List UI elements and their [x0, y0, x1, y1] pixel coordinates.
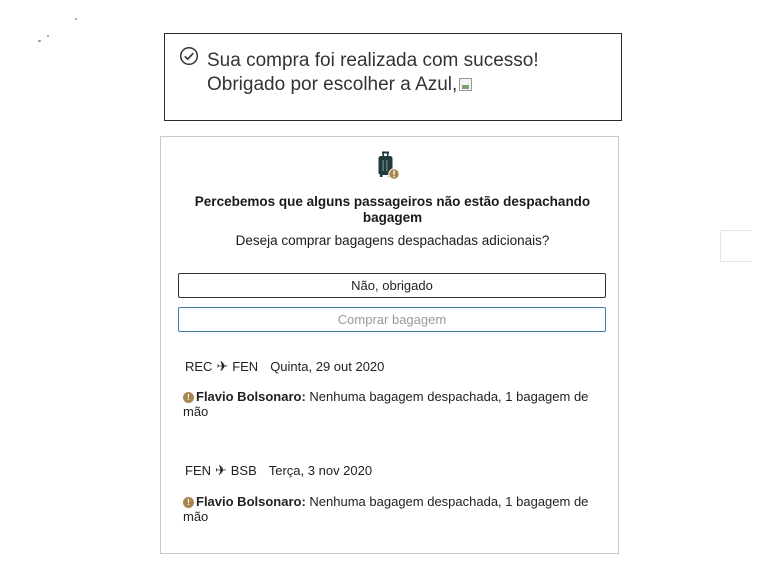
success-message-text: Sua compra foi realizada com sucesso! Obrigado por escolher a Azul,: [207, 50, 539, 95]
passenger-baggage-info: [183, 389, 603, 419]
check-circle-icon: [179, 46, 199, 66]
side-fragment: [720, 230, 752, 262]
baggage-question: Deseja comprar bagagens despachadas adicionais?: [235, 233, 550, 248]
broken-image-icon: [459, 78, 472, 91]
warning-icon: !: [183, 392, 194, 403]
success-banner: [164, 33, 622, 121]
scan-speck: [38, 40, 41, 42]
route-origin: REC: [185, 359, 213, 374]
flight-date: Terça, 3 nov 2020: [268, 463, 373, 478]
plane-icon: ✈: [216, 358, 229, 374]
flight-route: [185, 462, 372, 479]
route-origin: FEN: [185, 463, 211, 478]
flight-route: [185, 358, 384, 375]
baggage-status: Nenhuma bagagem despachada, 1 bagagem de mão: [183, 494, 589, 524]
baggage-heading: Percebemos que alguns passageiros não estão despachando bagagem: [194, 194, 591, 225]
decline-button[interactable]: Não, obrigado: [178, 273, 606, 298]
route-destination: FEN: [232, 359, 259, 374]
plane-icon: ✈: [215, 462, 227, 478]
baggage-status: Nenhuma bagagem despachada, 1 bagagem de mão: [183, 389, 589, 419]
scan-speck: [47, 35, 49, 37]
passenger-name: Flavio Bolsonaro:: [196, 389, 306, 404]
success-message: [207, 49, 607, 97]
warning-icon: !: [183, 497, 194, 508]
flight-date: Quinta, 29 out 2020: [270, 359, 385, 374]
route-destination: BSB: [230, 463, 257, 478]
passenger-name: Flavio Bolsonaro:: [196, 494, 306, 509]
baggage-offer-panel: [160, 136, 619, 554]
scan-speck: [75, 18, 77, 20]
buy-baggage-button[interactable]: Comprar bagagem: [178, 307, 606, 332]
luggage-icon: [374, 150, 402, 182]
passenger-baggage-info: [183, 494, 603, 524]
